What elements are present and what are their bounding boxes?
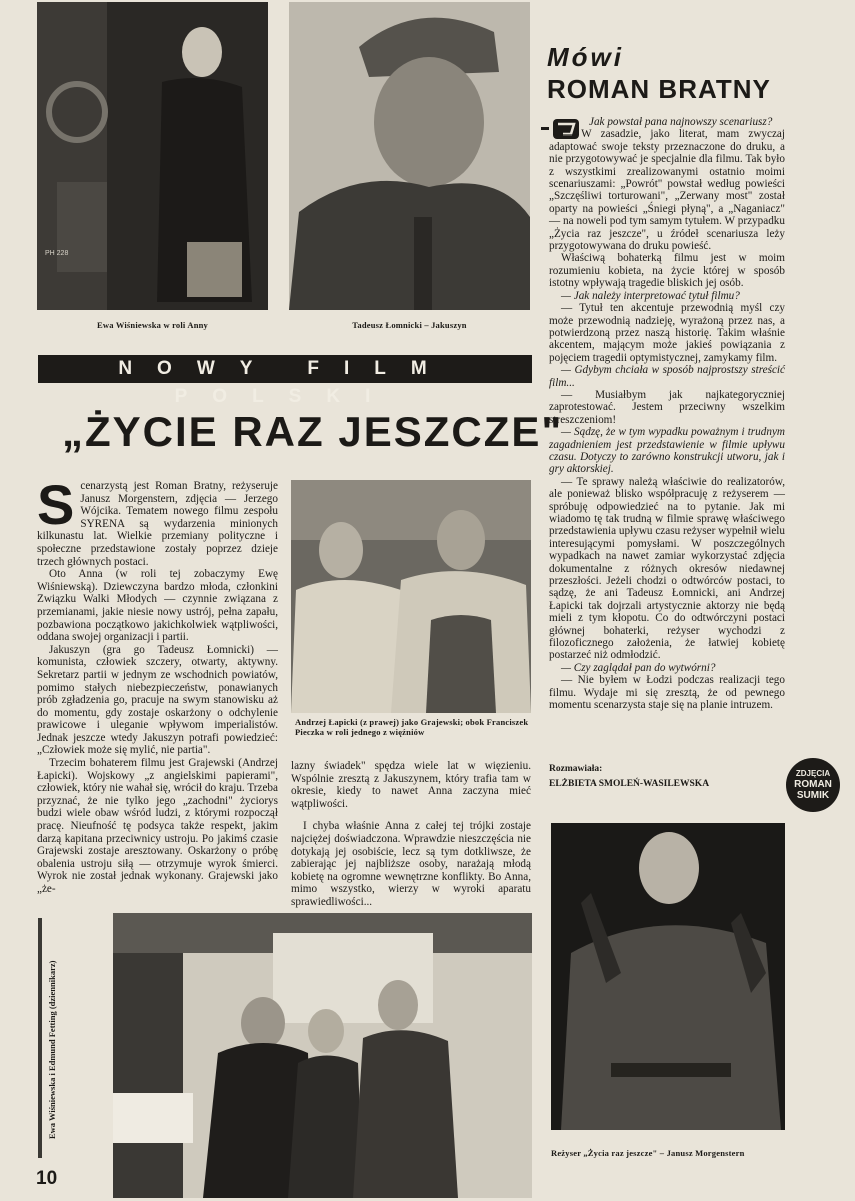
photo-credit-badge xyxy=(786,758,840,812)
badge-line3: SUMIK xyxy=(796,790,830,801)
caption-director: Reżyser „Życia raz jeszcze" – Janusz Morgenstern xyxy=(551,1148,745,1158)
interview-a5: — Nie byłem w Łodzi podczas realizacji tego filmu. Wydaje mi się zresztą, że od pewnego momentu scenarzysta staje się na planie intruzem. xyxy=(549,674,785,712)
byline-name: ELŻBIETA SMOLEŃ-WASILEWSKA xyxy=(549,779,710,789)
caption-lapicki: Andrzej Łapicki (z prawej) jako Grajewski; obok Franciszek Pieczka w roli jednego z więźniów xyxy=(295,717,529,737)
byline xyxy=(549,762,709,792)
dropcap: S xyxy=(37,473,75,536)
interview-q4: — Sądzę, że w tym wypadku poważnym i trudnym zagadnieniem jest przedstawienie w filmie upływu czasu. Dotyczy to zarówno konstrukcji utworu, jak i gry aktorskiej. xyxy=(549,426,785,476)
badge-line1: ZDJĘCIA xyxy=(795,769,831,778)
photo-jakuszyn xyxy=(289,2,530,310)
interview-q3: — Gdybym chciała w sposób najprostszy streścić film... xyxy=(549,364,785,389)
interview-a4: — Te sprawy należą właściwie do realizatorów, ale ponieważ blisko współpracuję z reżyserem — spróbuję odpowiedzieć na to pytanie. Jak mi wiadomo tę tak trudną w filmie sprawę właściwego przedstawienia upływu czasu reżyser wypełnił wielu interesującymi pomysłami. W poszczególnych wypadkach na nawet zamiar wykorzystać zdjęcia dokumentalne z różnych okresów niedawnej przeszłości. Jeżeli chodzi o odtwórców postaci, to sądzę, że ani Tadeusz Łomnicki, ani Andrzej Łapicki tak dojrzali artystycznie aktorzy nie będą mieli z tym kłopotu. Co do odtwórczyni postaci głównej bohaterki, reżyser wychodzi z filozoficznego założenia, że łatwiej kobietę postarzeć niż odmłodzić. xyxy=(549,475,785,662)
left-p4: Trzecim bohaterem filmu jest Grajewski (Andrzej Łapicki). Wojskowy „z angielskimi papierami", człowiek, który nie wahał się, wrócił do kraju. Trzeba przyznać, że nie tylko jego „zachodni" życiorys budzi wiele obaw wśród ludzi, z którymi rozpoczął pracę. Nieufność tę podsyca także respekt, jakim darzą kapitana przeciwnicy ustroju. Po jakimś czasie Grajewski zostaje aresztowany. Oskarżony o próbę obalenia ustroju siłą — otrzymuje wyrok śmierci. Wyrok nie został jednak wykonany. Grajewski jako „że- xyxy=(37,757,278,895)
interview-a1b: Właściwą bohaterką filmu jest w moim rozumieniu kobieta, na życie której w sposób istotny wpływają tragedie bliskich jej osób. xyxy=(549,252,785,290)
interview-a2: — Tytuł ten akcentuje przewodnią myśl czy może przewodnią nadzieję, wyrażoną przez nas, a potwierdzoną przez naszą historię. Takim właśnie akcentem, mającym może jakieś powiązania z pojęciem tragedii optymistycznej, zamykamy film. xyxy=(549,302,785,364)
badge-line2: ROMAN xyxy=(794,779,832,790)
middle-article xyxy=(291,760,531,909)
interview-column xyxy=(549,116,785,712)
interview-title-line1: Mówi xyxy=(547,42,624,72)
photo-anna xyxy=(37,2,268,310)
section-band: NOWY FILM POLSKI xyxy=(38,355,532,383)
main-title: „ŻYCIE RAZ JESZCZE" xyxy=(62,408,564,455)
sidebar-strip xyxy=(38,918,42,1158)
left-article xyxy=(37,473,278,896)
middle-p1: lazny świadek" spędza wiele lat w więzieniu. Wspólnie zresztą z Jakuszynem, który trafia tam w okresie, kiedy to nawet Anna zaczyna mieć wątpliwości. xyxy=(291,760,531,810)
byline-label: Rozmawiała: xyxy=(549,764,603,774)
left-p1: cenarzystą jest Roman Bratny, reżyseruje Janusz Morgenstern, zdjęcia — Jerzego Wójcika. Tematem nowego filmu zespołu SYRENA są wydarzenia minionych kilkunastu lat. Wielkie przemiany polityczne i społeczne przedstawione zostały poprzez dzieje trzech głównych postaci. xyxy=(37,480,278,568)
left-p3: Jakuszyn (gra go Tadeusz Łomnicki) — komunista, człowiek szczery, otwarty, aktywny. Sekretarz partii w jednym ze wschodnich powiatów, pomimo stałych niebezpieczeństw, ponawianych prób zgładzenia go, pracuje na swym stanowisku aż do momentu, gdy zostaje oskarżony o odchylenie prawicowe i uleganie wpływom imperialistów. Jednak jeszcze wtedy Jakuszyn potrafi powiedzieć: „Człowiek może się mylić, nie partia". xyxy=(37,643,278,757)
photo-director xyxy=(551,823,785,1130)
interview-q2: — Jak należy interpretować tytuł filmu? xyxy=(561,289,740,302)
interview-q5: — Czy zaglądał pan do wytwórni? xyxy=(561,661,716,674)
photo-lapicki xyxy=(291,480,531,713)
interview-a3: — Musiałbym jak najkategoryczniej zaprotestować. Jestem przeciwny wszelkim streszczeniom! xyxy=(549,388,785,426)
caption-anna: Ewa Wiśniewska w roli Anny xyxy=(96,320,208,330)
middle-p2: I chyba właśnie Anna z całej tej trójki zostaje najciężej doświadczona. Wprawdzie nieszczęścia nie dotykają jej osobiście, lecz są tym dotkliwsze, że zabierając jej najbliższe osoby, narażają młodą kobietę na ogromne wewnętrzne konflikty. Bo Anna, mimo wszystko, wierzy w wyroki aparatu sprawiedliwości... xyxy=(291,820,531,908)
left-p2: Oto Anna (w roli tej zobaczymy Ewę Wiśniewską). Dziewczyna bardzo młoda, członkini Związku Walki Młodych — czynnie związana z przemianami, jakie niesie nowy ustrój, pełna zapału, pozbawiona początkowo jakichkolwiek wątpliwości, oddana swojej organizacji i partii. xyxy=(37,568,278,644)
interview-q1: Jak powstał pana najnowszy scenariusz? xyxy=(589,116,773,128)
photo-group-scene xyxy=(113,913,532,1198)
caption-group-scene: Ewa Wiśniewska i Edmund Fetting (dziennikarz) xyxy=(47,960,57,1140)
interview-title-line2: ROMAN BRATNY xyxy=(547,74,771,104)
interview-a1: — W zasadzie, jako literat, mam zwyczaj adaptować swoje teksty przeznaczone do druku, a nie przygotowywać je specjalnie dla filmu. Tak było z wszystkimi zrealizowanymi ostatnio moimi scenariuszami: „Powrót" powstał według powieści „Szczęśliwi torturowani", „Zerwany most" został oparty na powieści „Śniegi płyną", a „Naganiacz" — na noweli pod tym samym tytułem. W przypadku „Życia raz jeszcze", u źródeł scenariusza leży przygotowywana do druku powieść. xyxy=(549,128,785,253)
page-number: 10 xyxy=(36,1168,58,1189)
plate-label: PH 228 xyxy=(45,250,69,257)
caption-jakuszyn: Tadeusz Łomnicki – Jakuszyn xyxy=(352,320,467,330)
